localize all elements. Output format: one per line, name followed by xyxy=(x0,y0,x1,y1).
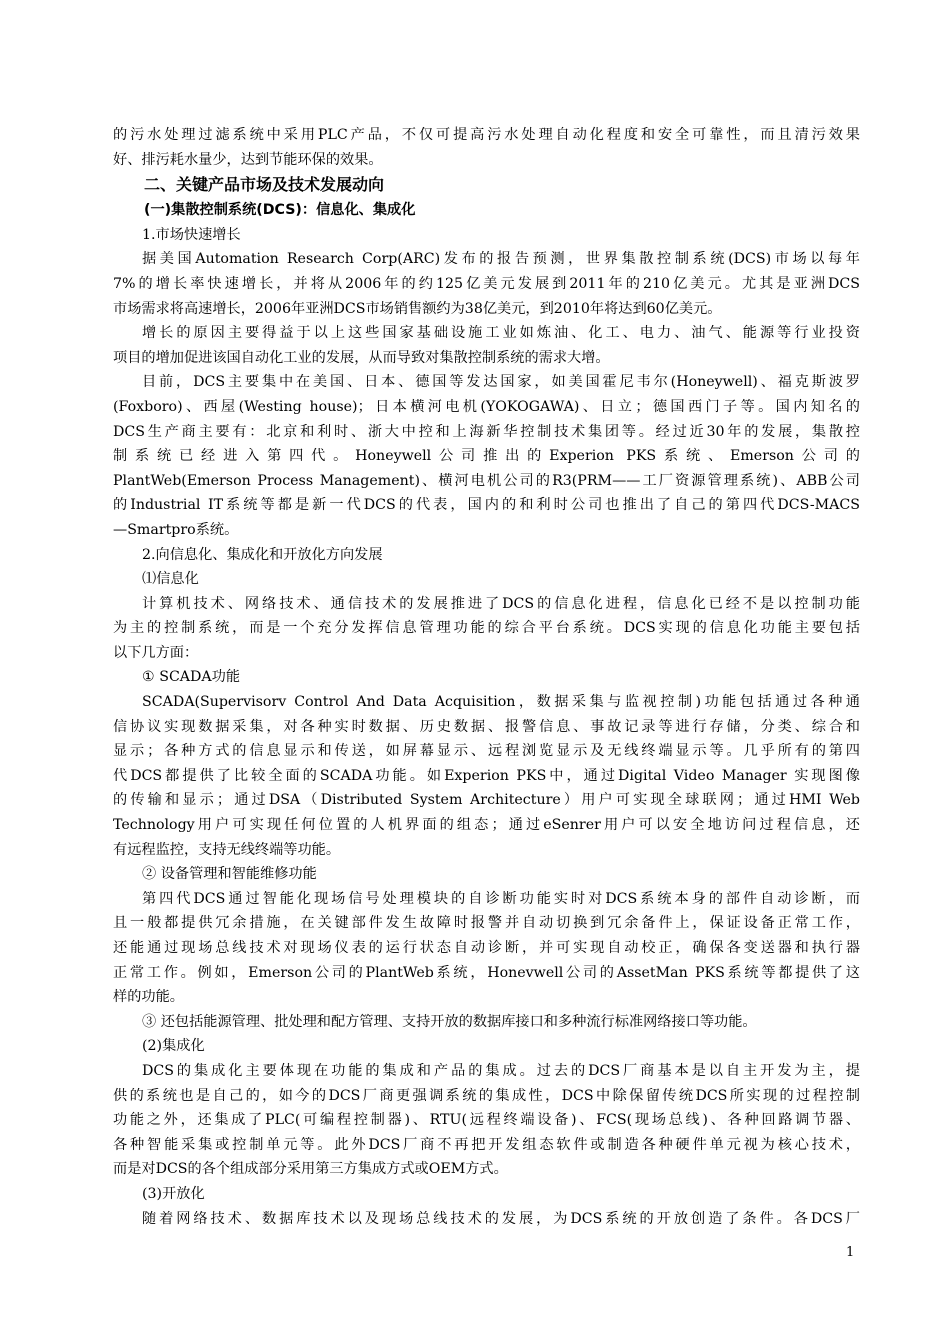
text-line: 制系统已经进入第四代。Honeywell公司推出的Experion PKS系统、Emerson公司的 xyxy=(113,448,860,465)
text-line: 正常工作。例如，Emerson公司的PlantWeb系统，Honevwell公司的AssetMan PKS系统等都提供了这 xyxy=(113,964,860,981)
text-line: 市场需求将高速增长，2006年亚洲DCS市场销售额约为38亿美元，到2010年将达到60亿美元。 xyxy=(113,300,722,317)
numbered-heading: ⑴信息化 xyxy=(142,571,199,588)
text-line: 显示；各种方式的信息显示和传送，如屏幕显示、远程浏览显示及无线终端显示等。几乎所有的第四 xyxy=(113,743,860,760)
text-line: 样的功能。 xyxy=(113,989,184,1006)
text-line: (Foxboro)、西屋(Westing house)；日本横河电机(YOKOGAWA)、日立；德国西门子等。国内知名的 xyxy=(113,398,860,415)
section-heading: 二、关键产品市场及技术发展动向 xyxy=(144,175,385,195)
subsection-heading: (一)集散控制系统(DCS)：信息化、集成化 xyxy=(144,202,416,219)
numbered-heading: ② 设备管理和智能维修功能 xyxy=(142,866,317,883)
numbered-heading: (2)集成化 xyxy=(142,1038,205,1055)
text-line: 代DCS都提供了比较全面的SCADA功能。如Experion PKS中，通过Digital Video Manager 实现图像 xyxy=(113,767,860,784)
text-line: DCS的集成化主要体现在功能的集成和产品的集成。过去的DCS厂商基本是以自主开发为主，提 xyxy=(142,1062,860,1079)
document-body xyxy=(113,123,860,1231)
text-line: DCS生产商主要有：北京和利时、浙大中控和上海新华控制技术集团等。经过近30年的发展，集散控 xyxy=(113,423,860,440)
text-line: ③ 还包括能源管理、批处理和配方管理、支持开放的数据库接口和多种流行标准网络接口等功能。 xyxy=(142,1013,757,1030)
text-line: 还能通过现场总线技术对现场仪表的运行状态自动诊断，并可实现自动校正，确保各变送器和执行器 xyxy=(113,940,860,956)
text-line: PlantWeb(Emerson Process Management)、横河电机公司的R3(PRM——工厂资源管理系统)、ABB公司 xyxy=(113,472,860,489)
numbered-heading: 1.市场快速增长 xyxy=(142,226,241,243)
numbered-heading: ① SCADA功能 xyxy=(142,669,241,686)
text-line: 7%的增长率快速增长，并将从2006年的约125亿美元发展到2011年的210亿美元。尤其是亚洲DCS xyxy=(113,275,860,292)
text-line: 据美国Automation Research Corp(ARC)发布的报告预测，世界集散控制系统(DCS)市场以每年 xyxy=(142,251,860,268)
text-line: 目前，DCS主要集中在美国、日本、德国等发达国家，如美国霍尼韦尔(Honeywell)、福克斯波罗 xyxy=(142,374,860,391)
numbered-heading: 2.向信息化、集成化和开放化方向发展 xyxy=(142,546,383,563)
text-line: Technology用户可实现任何位置的人机界面的组态；通过eSenrer用户可以安全地访问过程信息，还 xyxy=(113,817,860,834)
text-line: 各种智能采集或控制单元等。此外DCS厂商不再把开发组态软件或制造各种硬件单元视为核心技术， xyxy=(113,1136,860,1153)
text-line: 的Industrial IT系统等都是新一代DCS的代表，国内的和利时公司也推出了自己的第四代DCS-MACS xyxy=(113,497,860,514)
numbered-heading: (3)开放化 xyxy=(142,1185,205,1202)
page-number: 1 xyxy=(846,1245,855,1260)
text-line: 计算机技术、网络技术、通信技术的发展推进了DCS的信息化进程，信息化已经不是以控制功能 xyxy=(142,595,860,612)
text-line: 的污水处理过滤系统中采用PLC产品，不仅可提高污水处理自动化程度和安全可靠性，而且清污效果 xyxy=(113,127,860,143)
text-line: 信协议实现数据采集，对各种实时数据、历史数据、报警信息、事故记录等进行存储，分类、综合和 xyxy=(113,718,860,735)
text-line: SCADA(Supervisorv Control And Data Acquisition，数据采集与监视控制)功能包括通过各种通 xyxy=(142,694,860,711)
text-line: 增长的原因主要得益于以上这些国家基础设施工业如炼油、化工、电力、油气、能源等行业投资 xyxy=(142,325,860,342)
text-line: 功能之外，还集成了PLC(可编程控制器)、RTU(远程终端设备)、FCS(现场总线)、各种回路调节器、 xyxy=(113,1112,860,1129)
text-line: 随着网络技术、数据库技术以及现场总线技术的发展，为DCS系统的开放创造了条件。各DCS厂 xyxy=(142,1210,860,1227)
text-line: 供的系统也是自己的，如今的DCS厂商更强调系统的集成性，DCS中除保留传统DCS所实现的过程控制 xyxy=(113,1087,860,1104)
text-line: 为主的控制系统，而是一个充分发挥信息管理功能的综合平台系统。DCS实现的信息化功能主要包括 xyxy=(113,620,860,637)
text-line: 好、排污耗水量少，达到节能环保的效果。 xyxy=(113,151,383,168)
text-line: 有远程监控，支持无线终端等功能。 xyxy=(113,841,341,858)
text-line: 而是对DCS的各个组成部分采用第三方集成方式或OEM方式。 xyxy=(113,1161,508,1178)
text-line: 第四代DCS通过智能化现场信号处理模块的自诊断功能实时对DCS系统本身的部件自动诊断，而 xyxy=(142,890,860,907)
text-line: 且一般都提供冗余措施，在关键部件发生故障时报警并自动切换到冗余备件上，保证设备正常工作， xyxy=(113,915,860,932)
text-line: —Smartpro系统。 xyxy=(113,521,239,538)
text-line: 以下几方面： xyxy=(113,644,199,661)
text-line: 的传输和显示；通过DSA（Distributed System Architecture）用户可实现全球联网；通过HMI Web xyxy=(113,792,860,809)
text-line: 项目的增加促进该国自动化工业的发展，从而导致对集散控制系统的需求大增。 xyxy=(113,349,610,366)
